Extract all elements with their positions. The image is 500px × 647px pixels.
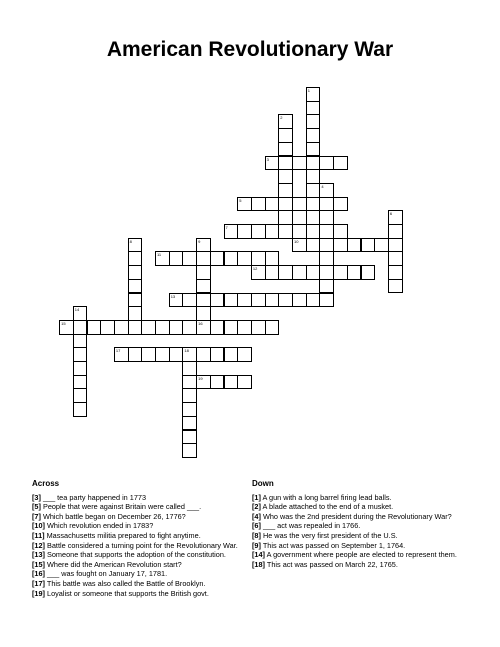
cell-number: 16 <box>198 320 203 326</box>
crossword-cell[interactable] <box>73 320 88 335</box>
crossword-cell[interactable] <box>306 183 324 198</box>
clue-number: [17] <box>32 578 45 588</box>
across-clue <box>32 560 247 570</box>
crossword-cell[interactable] <box>388 251 403 266</box>
crossword-cell[interactable] <box>278 142 293 157</box>
crossword-cell[interactable] <box>196 293 211 308</box>
crossword-cell[interactable] <box>128 306 143 321</box>
cell-number: 5 <box>239 197 242 203</box>
crossword-cell[interactable] <box>278 197 293 212</box>
down-clue <box>252 493 477 503</box>
crossword-cell[interactable] <box>182 388 197 403</box>
crossword-cell[interactable] <box>196 347 211 362</box>
crossword-cell[interactable] <box>169 320 184 335</box>
crossword-cell[interactable] <box>333 265 348 280</box>
cell-number: 8 <box>129 238 132 244</box>
cell-number: 11 <box>157 252 162 258</box>
crossword-cell[interactable] <box>141 320 156 335</box>
crossword-cell[interactable] <box>237 320 252 335</box>
across-heading: Across <box>32 479 60 488</box>
crossword-cell[interactable] <box>210 320 225 335</box>
crossword-cell[interactable] <box>196 251 211 266</box>
crossword-cell[interactable] <box>251 251 266 266</box>
clue-text: A blade attached to the end of a musket. <box>260 502 394 512</box>
down-heading: Down <box>252 479 274 488</box>
crossword-cell[interactable] <box>319 210 334 225</box>
down-clues <box>252 479 477 569</box>
crossword-cell[interactable] <box>361 238 376 253</box>
crossword-cell[interactable] <box>128 293 143 308</box>
crossword-cell[interactable] <box>251 197 266 212</box>
clue-text: Loyalist or someone that supports the British govt. <box>44 588 209 598</box>
clue-text: ___ was fought on January 17, 1781. <box>44 569 168 579</box>
crossword-cell[interactable] <box>278 210 293 225</box>
crossword-cell[interactable] <box>224 293 239 308</box>
crossword-cell[interactable] <box>292 265 307 280</box>
clue-number: [15] <box>32 559 45 569</box>
crossword-cell[interactable] <box>237 293 252 308</box>
crossword-cell[interactable] <box>128 251 143 266</box>
crossword-cell[interactable] <box>306 169 321 184</box>
cell-number: 10 <box>294 238 299 244</box>
crossword-cell[interactable] <box>306 142 321 157</box>
across-clue <box>32 502 247 512</box>
clue-text: Which battle began on December 26, 1776? <box>40 511 186 521</box>
across-clue <box>32 531 247 541</box>
clue-text: Who was the 2nd president during the Revolutionary War? <box>260 511 452 521</box>
crossword-cell[interactable] <box>182 416 197 431</box>
clue-number: [2] <box>252 502 261 512</box>
clue-text: Someone that supports the adoption of the constitution. <box>44 550 226 560</box>
crossword-cell[interactable] <box>388 265 403 280</box>
crossword-cell[interactable] <box>224 347 239 362</box>
cell-number: 15 <box>61 320 66 326</box>
crossword-cell[interactable] <box>128 347 143 362</box>
crossword-cell[interactable] <box>210 293 225 308</box>
crossword-cell[interactable] <box>224 375 239 390</box>
cell-number: 1 <box>307 88 310 93</box>
crossword-cell[interactable] <box>319 293 334 308</box>
clue-number: [6] <box>252 521 261 531</box>
crossword-cell[interactable] <box>155 347 170 362</box>
cell-number: 19 <box>198 375 203 381</box>
crossword-cell[interactable] <box>210 251 225 266</box>
crossword-cell[interactable] <box>347 265 362 280</box>
crossword-cell[interactable] <box>73 388 88 403</box>
crossword-cell[interactable] <box>182 293 197 308</box>
clue-number: [8] <box>252 530 261 540</box>
crossword-cell[interactable] <box>182 361 197 376</box>
across-clue <box>32 579 247 589</box>
cell-number: 14 <box>74 307 80 313</box>
crossword-cell[interactable] <box>224 320 239 335</box>
across-clue <box>32 493 247 503</box>
crossword-cell[interactable] <box>265 197 280 212</box>
crossword-cell[interactable] <box>333 238 348 253</box>
crossword-cell[interactable] <box>87 320 102 335</box>
crossword-cell[interactable] <box>306 156 321 171</box>
crossword-cell[interactable] <box>182 430 197 445</box>
crossword-cell[interactable] <box>210 375 225 390</box>
crossword-cell[interactable] <box>251 320 266 335</box>
crossword-cell[interactable] <box>347 238 362 253</box>
crossword-cell[interactable] <box>182 251 197 266</box>
down-clue <box>252 541 477 551</box>
crossword-cell[interactable] <box>182 402 197 417</box>
cell-number: 6 <box>389 211 393 217</box>
crossword-cell[interactable] <box>169 347 184 362</box>
crossword-cell[interactable] <box>182 443 197 458</box>
clue-text: This act was passed on March 22, 1765. <box>264 559 398 569</box>
crossword-cell[interactable] <box>333 197 348 212</box>
crossword-cell[interactable] <box>224 251 239 266</box>
clue-text: A gun with a long barrel firing lead balls. <box>260 492 392 502</box>
crossword-cell[interactable] <box>265 320 280 335</box>
clue-text: ___ act was repealed in 1766. <box>260 521 361 531</box>
crossword-cell[interactable] <box>292 197 307 212</box>
clue-number: [18] <box>252 559 265 569</box>
down-clue <box>252 502 477 512</box>
crossword-cell[interactable] <box>361 265 376 280</box>
down-clue <box>252 521 477 531</box>
cell-number: 18 <box>184 348 189 354</box>
crossword-cell[interactable] <box>128 320 143 335</box>
crossword-cell[interactable] <box>73 375 88 390</box>
crossword-cell[interactable] <box>141 347 156 362</box>
cell-number: 2 <box>280 115 283 121</box>
down-clue <box>252 550 477 560</box>
crossword-cell[interactable] <box>114 320 129 335</box>
down-clue <box>252 512 477 522</box>
crossword-cell[interactable] <box>319 238 334 253</box>
crossword-cell[interactable] <box>182 320 197 335</box>
cell-number: 13 <box>170 293 176 299</box>
crossword-cell[interactable] <box>278 293 293 308</box>
crossword-cell[interactable] <box>237 224 252 239</box>
clue-number: [10] <box>32 521 45 531</box>
crossword-cell[interactable] <box>278 128 293 143</box>
clue-text: Massachusetts militia prepared to fight anytime. <box>44 530 201 540</box>
crossword-cell[interactable] <box>196 306 211 321</box>
page-title: American Revolutionary War <box>106 38 394 61</box>
clue-number: [19] <box>32 588 45 598</box>
down-clue <box>252 531 477 541</box>
crossword-cell[interactable] <box>265 293 280 308</box>
crossword-cell[interactable] <box>292 156 307 171</box>
crossword-cell[interactable] <box>319 197 334 212</box>
crossword-cell[interactable] <box>237 375 252 390</box>
crossword-cell[interactable] <box>292 224 307 239</box>
crossword-cell[interactable] <box>306 265 321 280</box>
crossword-cell[interactable] <box>169 251 184 266</box>
crossword-cell[interactable] <box>73 334 88 349</box>
cell-number: 4 <box>321 183 324 189</box>
clue-text: This act was passed on September 1, 1764. <box>260 540 406 550</box>
clue-number: [13] <box>32 550 45 560</box>
clue-number: [1] <box>252 492 261 502</box>
crossword-cell[interactable] <box>306 197 321 212</box>
across-clue <box>32 589 247 599</box>
clue-number: [9] <box>252 540 261 550</box>
crossword-cell[interactable] <box>278 169 293 184</box>
crossword-cell[interactable] <box>388 279 403 294</box>
crossword-cell[interactable] <box>306 238 321 253</box>
clue-text: Battle considered a turning point for the Revolutionary War. <box>44 540 238 550</box>
crossword-cell[interactable] <box>182 375 197 390</box>
clue-number: [11] <box>32 530 45 540</box>
crossword-cell[interactable] <box>155 320 170 335</box>
crossword-cell[interactable] <box>374 238 389 253</box>
crossword-cell[interactable] <box>306 210 321 225</box>
clue-text: He was the very first president of the U.S. <box>260 530 398 540</box>
clue-number: [12] <box>32 540 45 550</box>
clue-number: [5] <box>32 502 41 512</box>
crossword-cell[interactable] <box>278 183 293 198</box>
crossword-cell[interactable] <box>306 101 321 116</box>
clue-text: A government where people are elected to represent them. <box>264 550 457 560</box>
across-clue <box>32 569 247 579</box>
crossword-cell[interactable] <box>73 361 88 376</box>
clue-number: [16] <box>32 569 45 579</box>
crossword-cell[interactable] <box>278 265 293 280</box>
crossword-cell[interactable] <box>306 224 321 239</box>
clue-text: People that were against Britain were called ___. <box>40 502 202 512</box>
crossword-cell[interactable] <box>196 279 211 294</box>
crossword-cell[interactable] <box>265 251 280 266</box>
clue-number: [4] <box>252 511 261 521</box>
crossword-cell[interactable] <box>306 293 321 308</box>
clue-text: ___ tea party happened in 1773 <box>40 492 147 502</box>
clue-text: Which revolution ended in 1783? <box>44 521 154 531</box>
clue-text: Where did the American Revolution start? <box>44 559 182 569</box>
crossword-cell[interactable] <box>319 251 334 266</box>
crossword-cell[interactable] <box>292 293 307 308</box>
crossword-cell[interactable] <box>100 320 115 335</box>
crossword-cell[interactable] <box>319 265 334 280</box>
crossword-cell[interactable] <box>237 347 252 362</box>
crossword-cell[interactable] <box>278 156 293 171</box>
crossword-cell[interactable] <box>73 347 88 362</box>
clue-number: [3] <box>32 492 41 502</box>
across-clue <box>32 512 247 522</box>
crossword-cell[interactable] <box>265 224 280 239</box>
clue-number: [7] <box>32 511 41 521</box>
crossword-cell[interactable] <box>319 156 334 171</box>
cell-number: 12 <box>252 266 258 272</box>
across-clue <box>32 521 247 531</box>
crossword-cell[interactable] <box>265 265 280 280</box>
crossword-cell[interactable] <box>278 224 293 239</box>
crossword-cell[interactable] <box>237 251 252 266</box>
crossword-cell[interactable] <box>333 156 348 171</box>
clue-text: This battle was also called the Battle of Brooklyn. <box>44 578 206 588</box>
cell-number: 17 <box>115 348 121 354</box>
crossword-cell[interactable] <box>128 279 143 294</box>
cell-number: 3 <box>266 156 269 162</box>
crossword-cell[interactable] <box>319 279 334 294</box>
across-clue <box>32 550 247 560</box>
down-clue <box>252 560 477 570</box>
crossword-cell[interactable] <box>73 402 88 417</box>
crossword-cell[interactable] <box>196 265 211 280</box>
across-clues <box>32 479 247 598</box>
crossword-cell[interactable] <box>306 114 321 129</box>
crossword-cell[interactable] <box>388 224 403 239</box>
crossword-cell[interactable] <box>251 224 266 239</box>
crossword-cell[interactable] <box>251 293 266 308</box>
crossword-cell[interactable] <box>388 238 403 253</box>
crossword-cell[interactable] <box>128 265 143 280</box>
cell-number: 7 <box>225 225 228 230</box>
crossword-cell[interactable] <box>333 224 348 239</box>
clue-number: [14] <box>252 550 265 560</box>
cell-number: 9 <box>198 238 201 244</box>
across-clue <box>32 541 247 551</box>
crossword-cell[interactable] <box>210 347 225 362</box>
crossword-cell[interactable] <box>306 128 321 143</box>
crossword-cell[interactable] <box>319 224 334 239</box>
